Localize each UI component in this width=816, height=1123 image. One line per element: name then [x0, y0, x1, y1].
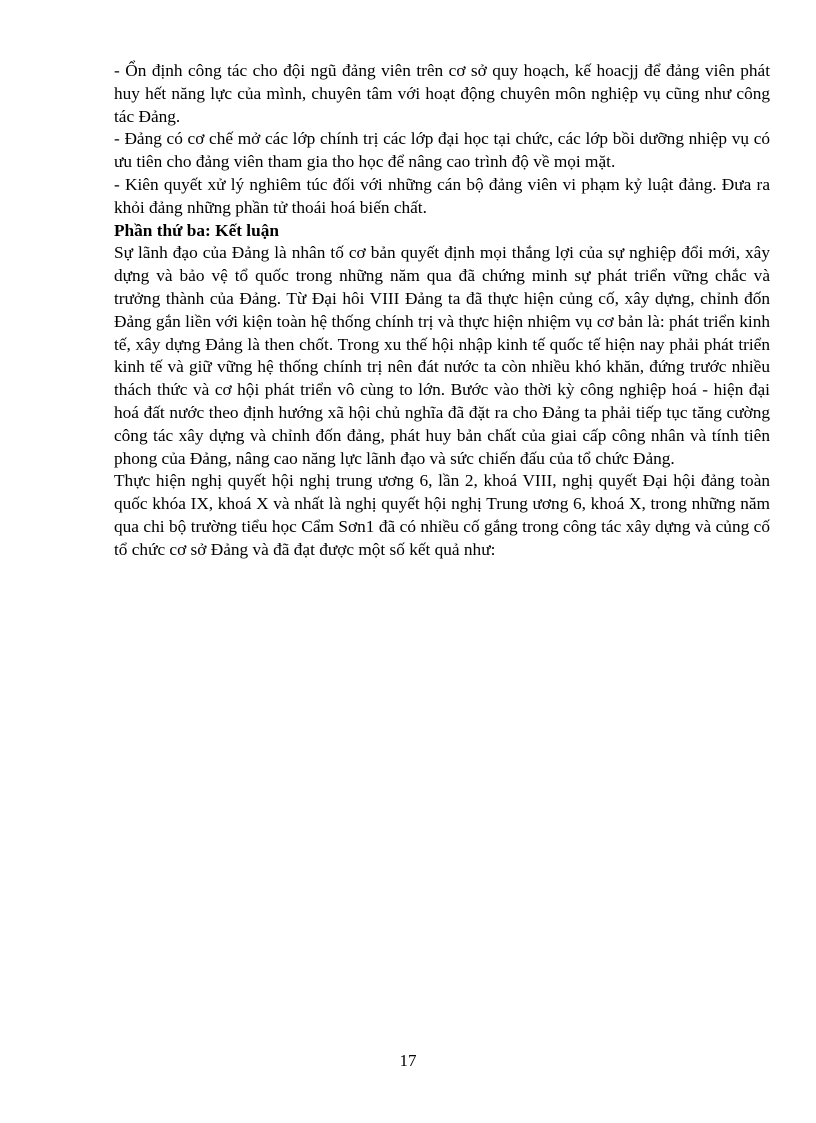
- paragraph-party-leadership: Sự lãnh đạo của Đảng là nhân tố cơ bản quyết định mọi thắng lợi của sự nghiệp đổi mới, xây dựng và bảo vệ tổ quốc trong những năm qua đã chứng minh sự phát triển vững chắc và trưởng thành của Đảng. Từ Đại hôi VIII Đảng ta đã thực hiện củng cố, xây dựng, chỉnh đốn Đảng gắn liền với kiện toàn hệ thống chính trị và thực hiện nhiệm vụ cơ bản là: phát triển kinh tế, xây dựng Đảng là then chốt. Trong xu thế hội nhập kinh tế quốc tế hiện nay phải phát triển kinh tế và giữ vững hệ thống chính trị nên đát nước ta còn nhiều khó khăn, đứng trước nhiều thách thức và cơ hội phát triển vô cùng to lớn. Bước vào thời kỳ công nghiệp hoá - hiện đại hoá đất nước theo định hướng xã hội chủ nghĩa đã đặt ra cho Đảng ta phải tiếp tục tăng cường công tác xây dựng và chỉnh đốn đảng, phát huy bản chất của giai cấp công nhân và tính tiên phong của Đảng, nâng cao năng lực lãnh đạo và sức chiến đấu của tổ chức Đảng.: [114, 243, 770, 468]
- paragraph-discipline: - Kiên quyết xử lý nghiêm túc đối với những cán bộ đảng viên vi phạm kỷ luật đảng. Đưa ra khỏi đảng những phần tử thoái hoá biến chất.: [114, 174, 770, 217]
- page-body: [114, 60, 770, 562]
- paragraph-party-member-stability: - Ổn định công tác cho đội ngũ đảng viên trên cơ sở quy hoạch, kế hoacjj để đảng viên phát huy hết năng lực của mình, chuyên tâm với hoạt động chuyên môn nghiệp vụ cũng như công tác Đảng.: [114, 61, 770, 126]
- page-number: 17: [399, 1051, 417, 1070]
- paragraph-resolution-implementation: Thực hiện nghị quyết hội nghị trung ương 6, lần 2, khoá VIII, nghị quyết Đại hội đảng toàn quốc khóa IX, khoá X và nhất là nghị quyết hội nghị Trung ương 6, khoá X, trong những năm qua chi bộ trường tiểu học Cẩm Sơn1 đã có nhiều cố gắng trong công tác xây dựng và củng cố tổ chức cơ sở Đảng và đã đạt được một số kết quả như:: [114, 471, 770, 559]
- paragraph-political-training: - Đảng có cơ chế mở các lớp chính trị các lớp đại học tại chức, các lớp bồi dưỡng nhiệp vụ có ưu tiên cho đảng viên tham gia tho học để nâng cao trình độ về mọi mặt.: [114, 129, 770, 172]
- section-heading-conclusion: Phần thứ ba: Kết luận: [114, 220, 279, 240]
